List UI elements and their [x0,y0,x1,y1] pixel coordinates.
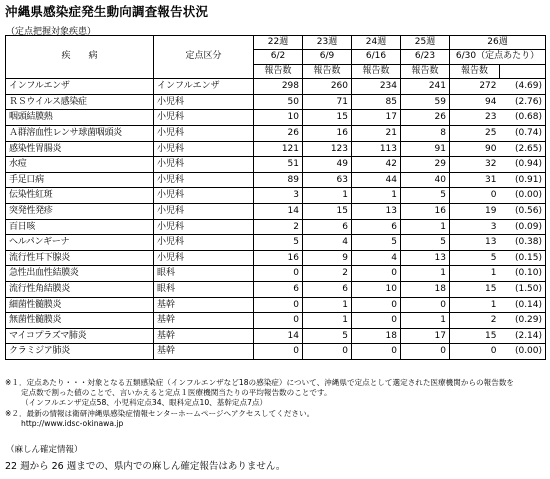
report-count: 14 [254,203,303,219]
sentinel-category: 小児科 [154,188,254,204]
disease-name: 感染性胃腸炎 [6,141,154,157]
table-row [6,126,546,142]
table-row [6,235,546,251]
report-count: 5 [450,250,500,266]
report-count: 0 [254,266,303,282]
table-row [6,79,546,95]
sentinel-category: 小児科 [154,203,254,219]
sentinel-category: 小児科 [154,235,254,251]
header-report-count: 報告数 [401,64,450,78]
report-count: 10 [352,281,401,297]
report-count: 113 [352,141,401,157]
table-row [6,266,546,282]
report-count: 0 [254,297,303,313]
report-count: 29 [401,157,450,173]
disease-name: マイコプラズマ肺炎 [6,328,154,344]
sentinel-category: 眼科 [154,266,254,282]
report-count: 0 [352,266,401,282]
sentinel-category: 小児科 [154,219,254,235]
report-count: 15 [303,203,352,219]
report-count: 42 [352,157,401,173]
report-count: 23 [450,110,500,126]
report-count: 0 [450,188,500,204]
report-count: 18 [401,281,450,297]
header-date: 6/23 [401,50,450,64]
surveillance-table [5,35,546,360]
report-count: 5 [254,235,303,251]
footnote-1-sentinel-counts: （インフルエンザ定点58、小児科定点34、眼科定点10、基幹定点7点） [21,398,268,408]
report-count: 0 [401,344,450,360]
header-date: 6/16 [352,50,401,64]
per-sentinel-value: (0.00) [500,188,546,204]
report-count: 0 [450,344,500,360]
report-count: 16 [254,250,303,266]
report-count: 18 [352,328,401,344]
sentinel-category: 小児科 [154,126,254,142]
report-count: 9 [303,250,352,266]
disease-name: 百日咳 [6,219,154,235]
report-count: 0 [352,313,401,329]
disease-name: 手足口病 [6,172,154,188]
report-count: 19 [450,203,500,219]
report-count: 1 [401,313,450,329]
sentinel-category: 小児科 [154,172,254,188]
report-count: 26 [401,110,450,126]
report-count: 13 [401,250,450,266]
per-sentinel-value: (4.69) [500,79,546,95]
footnotes [5,378,545,429]
report-count: 6 [254,281,303,297]
disease-name: 咽頭結膜熱 [6,110,154,126]
report-count: 6 [303,219,352,235]
measles-heading: （麻しん確定情報） [6,445,83,455]
report-count: 59 [401,94,450,110]
report-count: 15 [303,110,352,126]
report-count: 3 [450,219,500,235]
sentinel-category: 小児科 [154,157,254,173]
report-count: 1 [450,266,500,282]
header-report-count: 報告数 [303,64,352,78]
sentinel-category: 小児科 [154,110,254,126]
table-row [6,110,546,126]
report-count: 1 [303,297,352,313]
disease-name: クラミジア肺炎 [6,344,154,360]
report-count: 5 [401,235,450,251]
per-sentinel-value: (0.94) [500,157,546,173]
report-count: 51 [254,157,303,173]
report-count: 1 [303,188,352,204]
sentinel-category: 小児科 [154,94,254,110]
report-count: 1 [352,188,401,204]
table-subtitle: （定点把握対象疾患） [6,27,97,37]
per-sentinel-value: (0.09) [500,219,546,235]
sentinel-category: インフルエンザ [154,79,254,95]
sentinel-category: 小児科 [154,250,254,266]
report-count: 1 [303,313,352,329]
report-count: 5 [352,235,401,251]
header-week: 23週 [303,36,352,50]
per-sentinel-value: (2.14) [500,328,546,344]
per-sentinel-value: (0.29) [500,313,546,329]
report-count: 50 [254,94,303,110]
table-row [6,313,546,329]
report-count: 85 [352,94,401,110]
header-report-count: 報告数 [254,64,303,78]
report-count: 0 [352,297,401,313]
disease-name: ＲＳウイルス感染症 [6,94,154,110]
report-count: 234 [352,79,401,95]
disease-name: 流行性角結膜炎 [6,281,154,297]
header-week: 25週 [401,36,450,50]
disease-name: 伝染性紅斑 [6,188,154,204]
table-row [6,94,546,110]
report-count: 241 [401,79,450,95]
footnote-url[interactable]: http://www.idsc-okinawa.jp [21,418,124,428]
report-count: 90 [450,141,500,157]
report-count: 13 [450,235,500,251]
report-count: 8 [401,126,450,142]
disease-name: 無菌性髄膜炎 [6,313,154,329]
table-row [6,250,546,266]
report-count: 1 [450,297,500,313]
report-count: 0 [352,344,401,360]
per-sentinel-value: (0.14) [500,297,546,313]
report-count: 31 [450,172,500,188]
disease-name: 突発性発疹 [6,203,154,219]
report-count: 91 [401,141,450,157]
per-sentinel-value: (1.50) [500,281,546,297]
report-count: 2 [303,266,352,282]
report-count: 15 [450,328,500,344]
report-count: 1 [401,266,450,282]
per-sentinel-value: (0.38) [500,235,546,251]
sentinel-category: 小児科 [154,141,254,157]
header-date: 6/9 [303,50,352,64]
per-sentinel-value: (0.91) [500,172,546,188]
report-count: 3 [254,188,303,204]
report-count: 4 [352,250,401,266]
sentinel-category: 基幹 [154,344,254,360]
header-date: 6/2 [254,50,303,64]
disease-name: 細菌性髄膜炎 [6,297,154,313]
header-category: 定点区分 [154,36,254,79]
report-count: 0 [401,297,450,313]
report-count: 15 [450,281,500,297]
report-count: 298 [254,79,303,95]
table-row [6,219,546,235]
header-report-count: 報告数 [352,64,401,78]
report-count: 44 [352,172,401,188]
report-count: 21 [352,126,401,142]
report-count: 94 [450,94,500,110]
report-count: 63 [303,172,352,188]
report-count: 89 [254,172,303,188]
report-count: 4 [303,235,352,251]
report-count: 0 [303,344,352,360]
report-count: 1 [401,219,450,235]
measles-text: 22 週から 26 週までの、県内での麻しん確定報告はありません。 [5,461,286,472]
per-sentinel-value: (0.10) [500,266,546,282]
footnote-1-cont: 定点数で割った値のことで、言いかえると定点１医療機関当たりの平均報告数のことです。 [21,388,332,398]
disease-name: 急性出血性結膜炎 [6,266,154,282]
per-sentinel-value: (0.15) [500,250,546,266]
per-sentinel-value: (0.74) [500,126,546,142]
report-count: 16 [401,203,450,219]
sentinel-category: 基幹 [154,313,254,329]
per-sentinel-value: (2.76) [500,94,546,110]
report-count: 2 [450,313,500,329]
table-row [6,328,546,344]
report-count: 25 [450,126,500,142]
report-count: 6 [303,281,352,297]
report-count: 2 [254,219,303,235]
header-week: 24週 [352,36,401,50]
disease-name: ヘルパンギーナ [6,235,154,251]
sentinel-category: 基幹 [154,297,254,313]
report-count: 40 [401,172,450,188]
header-disease: 疾 病 [6,36,154,79]
report-count: 272 [450,79,500,95]
report-count: 71 [303,94,352,110]
report-count: 6 [352,219,401,235]
report-count: 5 [401,188,450,204]
table-row [6,344,546,360]
sentinel-category: 基幹 [154,328,254,344]
footnote-2: ※２．最新の情報は衛研沖縄県感染症情報センターホームページへアクセスしてください。 [5,408,315,418]
report-count: 13 [352,203,401,219]
report-count: 32 [450,157,500,173]
disease-name: 流行性耳下腺炎 [6,250,154,266]
report-count: 17 [352,110,401,126]
per-sentinel-value: (2.65) [500,141,546,157]
page-title: 沖縄県感染症発生動向調査報告状況 [5,4,209,19]
report-count: 14 [254,328,303,344]
header-report-count: 報告数 [450,64,500,78]
header-week: 22週 [254,36,303,50]
report-count: 5 [303,328,352,344]
table-row [6,297,546,313]
report-count: 16 [303,126,352,142]
sentinel-category: 眼科 [154,281,254,297]
table-row [6,281,546,297]
report-count: 123 [303,141,352,157]
per-sentinel-value: (0.68) [500,110,546,126]
header-date: 6/30（定点あたり） [450,50,546,64]
report-count: 121 [254,141,303,157]
disease-name: 水痘 [6,157,154,173]
disease-name: インフルエンザ [6,79,154,95]
report-count: 17 [401,328,450,344]
table-row [6,188,546,204]
report-count: 10 [254,110,303,126]
report-count: 49 [303,157,352,173]
table-row [6,172,546,188]
header-week: 26週 [450,36,546,50]
per-sentinel-value: (0.56) [500,203,546,219]
report-count: 0 [254,344,303,360]
per-sentinel-value: (0.00) [500,344,546,360]
table-row [6,203,546,219]
disease-name: Ａ群溶血性レンサ球菌咽頭炎 [6,126,154,142]
report-count: 0 [254,313,303,329]
table-row [6,141,546,157]
report-count: 260 [303,79,352,95]
table-row [6,157,546,173]
footnote-1: ※１．定点あたり・・・対象となる五類感染症（インフルエンザなど18の感染症）について、沖縄県で定点として選定された医療機関からの報告数を [5,378,515,387]
report-count: 26 [254,126,303,142]
